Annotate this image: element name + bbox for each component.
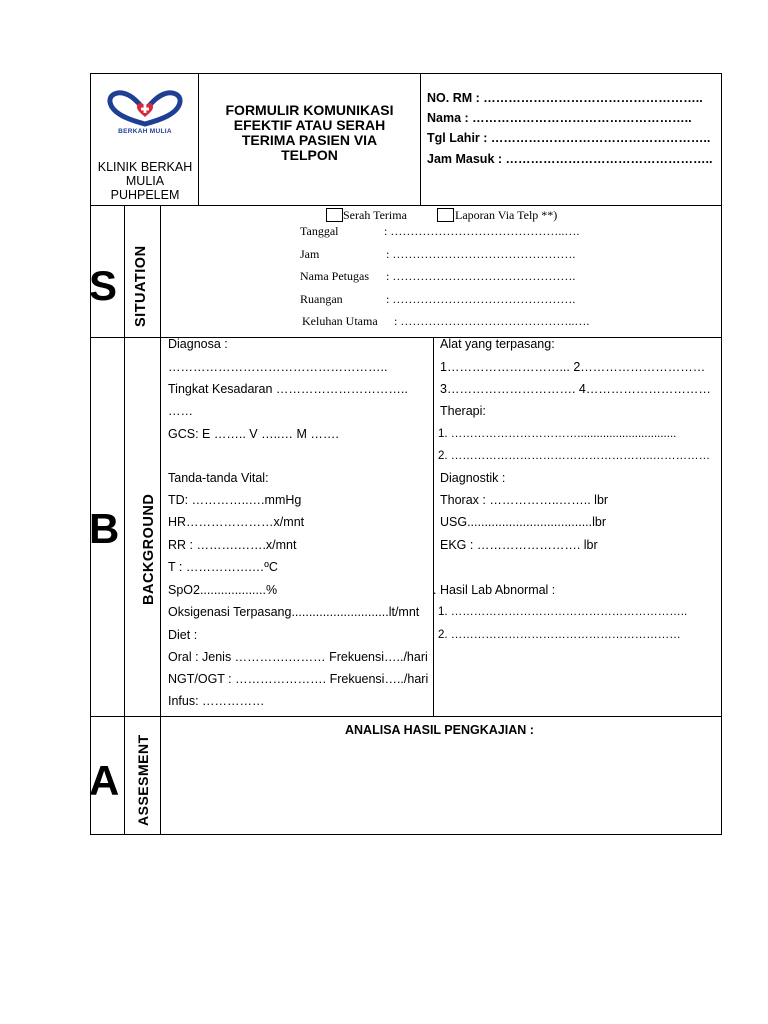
laporan-telp-label: Laporan Via Telp **) [455,208,558,222]
ruangan-value[interactable]: : ………………………………………. [386,292,576,306]
therapi-item-1[interactable]: 1. ……………………………............................... [438,428,677,440]
form-title-line: TELPON [281,147,338,163]
ruangan-label: Ruangan [300,292,343,306]
clinic-name [92,160,198,202]
situation-label: SITUATION [133,245,149,327]
alat-label: Alat yang terpasang: [440,337,555,351]
diagnosa-value[interactable]: …………………………………………….. [168,360,388,374]
infus-field[interactable]: Infus: …………… [168,694,265,708]
logo-text: BERKAH MULIA [118,128,172,135]
oksigenasi-field[interactable]: Oksigenasi Terpasang............................lt/mnt [168,605,420,619]
kesadaran-field[interactable]: Tingkat Kesadaran ………………………….. [168,382,408,396]
jam-masuk-field[interactable]: Jam Masuk : ………………………………………….. [427,152,713,166]
hr-field[interactable]: HR…………………x/mnt [168,515,305,529]
diagnostik-label: Diagnostik : [440,471,506,485]
laporan-telp-checkbox[interactable] [437,208,454,222]
background-letter: B [89,505,120,552]
therapi-item-2[interactable]: 2. ……………………………………………..…………… [438,450,711,462]
form-title-line: FORMULIR KOMUNIKASI [225,102,394,118]
nama-petugas-label: Nama Petugas [300,269,369,283]
tanggal-label: Tanggal [300,224,339,238]
jam-label: Jam [300,247,320,261]
keluhan-utama-label: Keluhan Utama [302,314,378,328]
spo2-field[interactable]: SpO2...................% [168,583,278,597]
alat-row-2[interactable]: 3…………………………. 4………………………… [440,382,711,396]
clinic-name-line: MULIA [125,174,165,188]
diet-label: Diet : [168,628,198,642]
oral-field[interactable]: Oral : Jenis ………….……… Frekuensi…../hari [168,650,428,664]
analisa-text-area[interactable] [165,742,717,830]
clinic-name-line: KLINIK BERKAH [97,160,193,174]
alat-row-1[interactable]: 1………………………... 2………………………… [440,360,706,374]
tgl-lahir-field[interactable]: Tgl Lahir : …………………………………………….. [427,131,711,145]
temp-field[interactable]: T : …………….…ºC [168,560,278,574]
nama-petugas-value[interactable]: : ………………………………………. [386,269,576,283]
clinic-name-line: PUHPELEM [110,188,180,202]
jam-value[interactable]: : ………………………………………. [386,247,576,261]
serah-terima-label: Serah Terima [343,208,407,222]
form-title-line: TERIMA PASIEN VIA [241,132,378,148]
rr-field[interactable]: RR : ……….…….x/mnt [168,538,297,552]
heart-logo-icon [106,90,184,130]
hasil-lab-item-1[interactable]: 1. …………………………………………………….. [438,606,688,618]
kesadaran-cont[interactable]: …… [168,404,193,418]
hasil-lab-item-2[interactable]: 2. …………………………………………………… [438,629,681,641]
ekg-field[interactable]: EKG : ……………………. lbr [440,538,598,552]
diagnosa-label: Diagnosa : [168,337,228,351]
analisa-heading: ANALISA HASIL PENGKAJIAN : [345,723,534,737]
assessment-letter: A [89,757,120,804]
hasil-lab-label: . Hasil Lab Abnormal : [433,583,556,597]
assessment-label: ASSESMENT [135,734,151,826]
background-label: BACKGROUND [141,493,157,605]
gcs-field[interactable]: GCS: E …….. V …..… M ……. [168,427,339,441]
keluhan-utama-value[interactable]: : ……………………………………..…. [394,314,590,328]
form-title [199,103,420,163]
td-field[interactable]: TD: …………..….mmHg [168,493,302,507]
situation-letter: S [89,262,118,309]
usg-field[interactable]: USG....................................lbr [440,515,607,529]
thorax-field[interactable]: Thorax : ……………..…….. lbr [440,493,609,507]
therapi-label: Therapi: [440,404,486,418]
no-rm-field[interactable]: NO. RM : …………………………………………….. [427,91,703,105]
nama-field[interactable]: Nama : …………………………………………….. [427,111,692,125]
clinic-logo [106,90,184,146]
serah-terima-checkbox[interactable] [326,208,343,222]
ngt-ogt-field[interactable]: NGT/OGT : …………………. Frekuensi…../hari [168,672,429,686]
vital-signs-label: Tanda-tanda Vital: [168,471,269,485]
tanggal-value[interactable]: : ……………………………………..…. [384,224,580,238]
form-title-line: EFEKTIF ATAU SERAH [233,117,386,133]
